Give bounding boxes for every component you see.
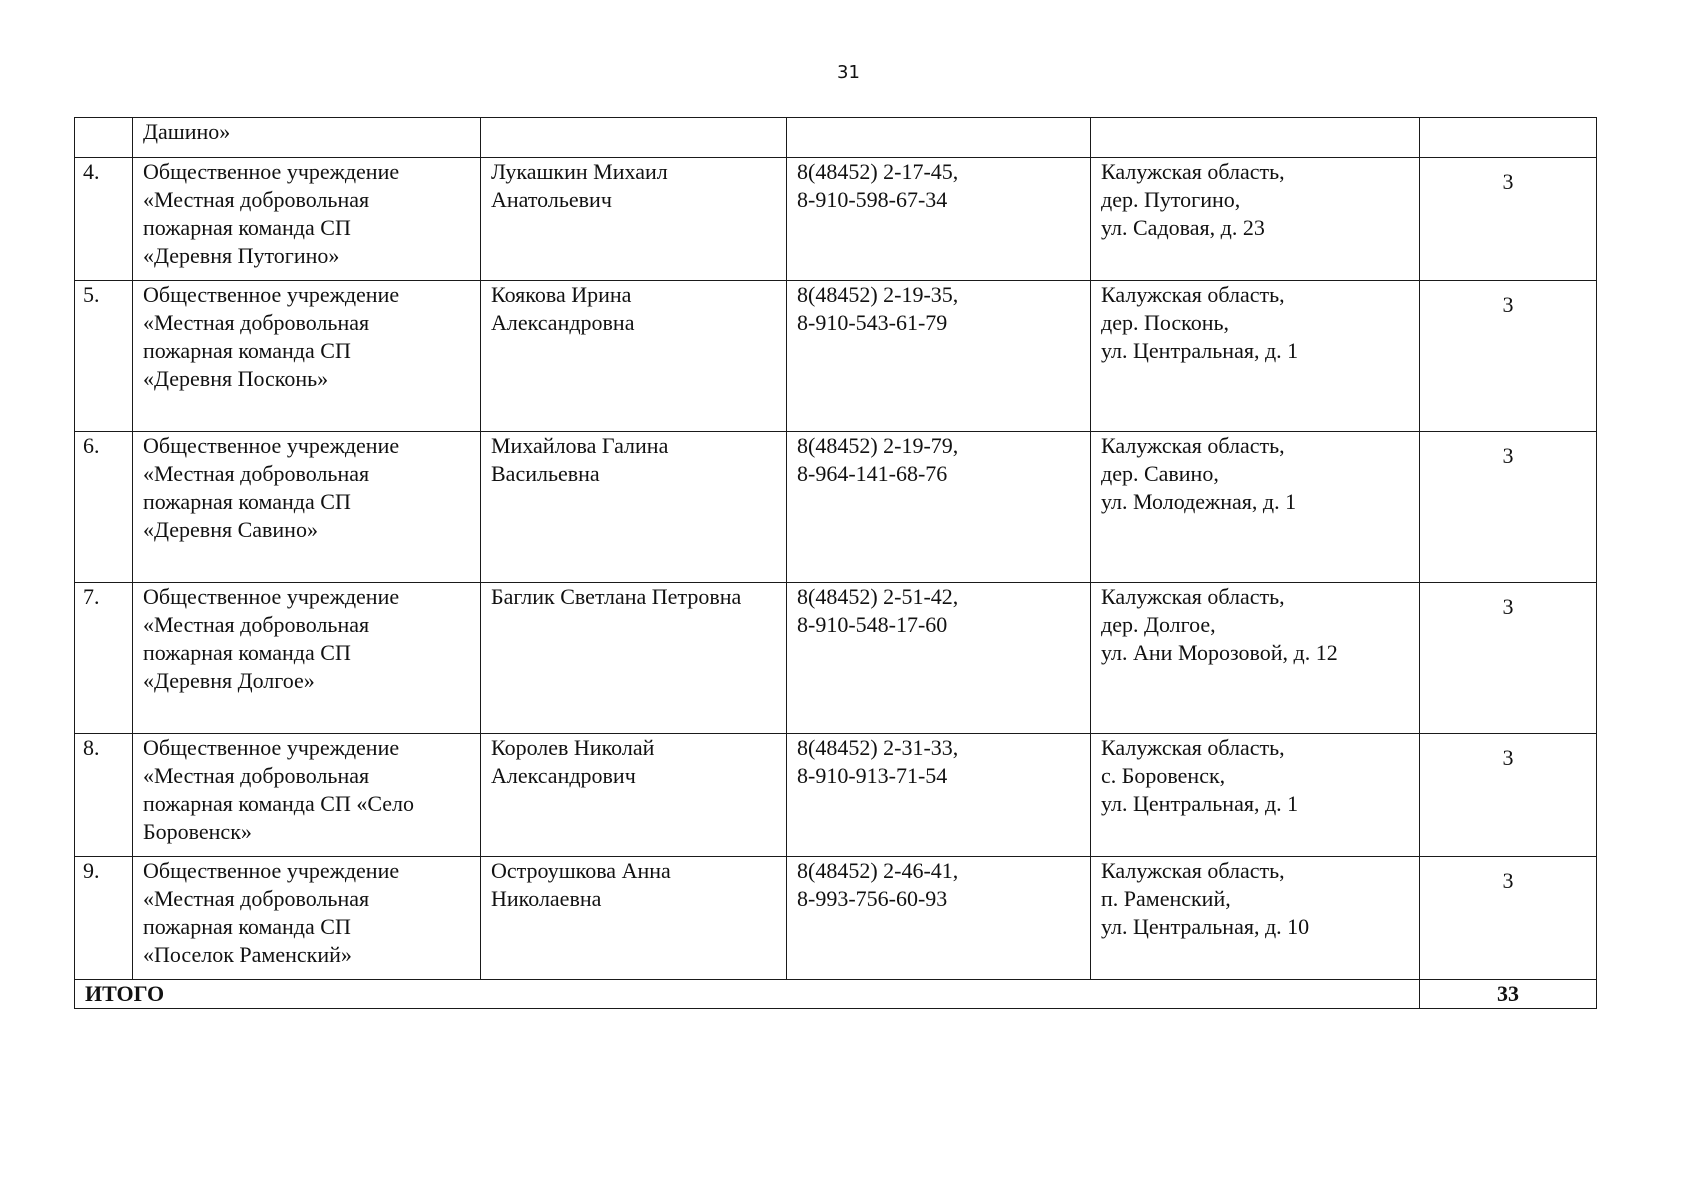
cell-num	[75, 118, 133, 158]
cell-address: Калужская область, п. Раменский, ул. Центральная, д. 10	[1091, 857, 1420, 980]
cell-num: 5.	[75, 281, 133, 432]
cell-org: Общественное учреждение «Местная добровольная пожарная команда СП «Деревня Посконь»	[133, 281, 481, 432]
cell-head	[481, 118, 787, 158]
cell-phone: 8(48452) 2-31-33, 8-910-913-71-54	[787, 734, 1091, 857]
cell-org: Дашино»	[133, 118, 481, 158]
cell-qty: 3	[1420, 734, 1597, 857]
table-row	[75, 734, 1597, 857]
table-total-row	[75, 980, 1597, 1009]
fire-brigades-table	[74, 117, 1597, 1009]
cell-num: 6.	[75, 432, 133, 583]
table-row	[75, 281, 1597, 432]
cell-address: Калужская область, с. Боровенск, ул. Центральная, д. 1	[1091, 734, 1420, 857]
cell-phone	[787, 118, 1091, 158]
cell-org: Общественное учреждение «Местная добровольная пожарная команда СП «Деревня Савино»	[133, 432, 481, 583]
table-row-continued	[75, 118, 1597, 158]
cell-org: Общественное учреждение «Местная добровольная пожарная команда СП «Село Боровенск»	[133, 734, 481, 857]
table-row	[75, 432, 1597, 583]
cell-org: Общественное учреждение «Местная добровольная пожарная команда СП «Поселок Раменский»	[133, 857, 481, 980]
cell-num: 8.	[75, 734, 133, 857]
cell-org: Общественное учреждение «Местная добровольная пожарная команда СП «Деревня Путогино»	[133, 158, 481, 281]
table-row	[75, 158, 1597, 281]
cell-num: 4.	[75, 158, 133, 281]
cell-head: Остроушкова Анна Николаевна	[481, 857, 787, 980]
cell-num: 9.	[75, 857, 133, 980]
cell-address: Калужская область, дер. Долгое, ул. Ани Морозовой, д. 12	[1091, 583, 1420, 734]
cell-qty	[1420, 118, 1597, 158]
cell-qty: 3	[1420, 281, 1597, 432]
cell-address: Калужская область, дер. Савино, ул. Молодежная, д. 1	[1091, 432, 1420, 583]
cell-phone: 8(48452) 2-51-42, 8-910-548-17-60	[787, 583, 1091, 734]
cell-qty: 3	[1420, 583, 1597, 734]
cell-phone: 8(48452) 2-19-35, 8-910-543-61-79	[787, 281, 1091, 432]
total-qty: 33	[1420, 980, 1597, 1009]
cell-phone: 8(48452) 2-17-45, 8-910-598-67-34	[787, 158, 1091, 281]
page-number: 31	[837, 62, 860, 83]
cell-head: Коякова Ирина Александровна	[481, 281, 787, 432]
cell-head: Лукашкин Михаил Анатольевич	[481, 158, 787, 281]
cell-qty: 3	[1420, 857, 1597, 980]
cell-qty: 3	[1420, 158, 1597, 281]
table-row	[75, 583, 1597, 734]
fire-brigades-table-container	[74, 117, 1596, 1009]
cell-org: Общественное учреждение «Местная добровольная пожарная команда СП «Деревня Долгое»	[133, 583, 481, 734]
total-label: ИТОГО	[75, 980, 1420, 1009]
cell-head: Михайлова Галина Васильевна	[481, 432, 787, 583]
cell-num: 7.	[75, 583, 133, 734]
cell-phone: 8(48452) 2-46-41, 8-993-756-60-93	[787, 857, 1091, 980]
cell-address: Калужская область, дер. Посконь, ул. Центральная, д. 1	[1091, 281, 1420, 432]
table-row	[75, 857, 1597, 980]
cell-qty: 3	[1420, 432, 1597, 583]
cell-address: Калужская область, дер. Путогино, ул. Садовая, д. 23	[1091, 158, 1420, 281]
cell-address	[1091, 118, 1420, 158]
cell-head: Королев Николай Александрович	[481, 734, 787, 857]
cell-head: Баглик Светлана Петровна	[481, 583, 787, 734]
cell-phone: 8(48452) 2-19-79, 8-964-141-68-76	[787, 432, 1091, 583]
